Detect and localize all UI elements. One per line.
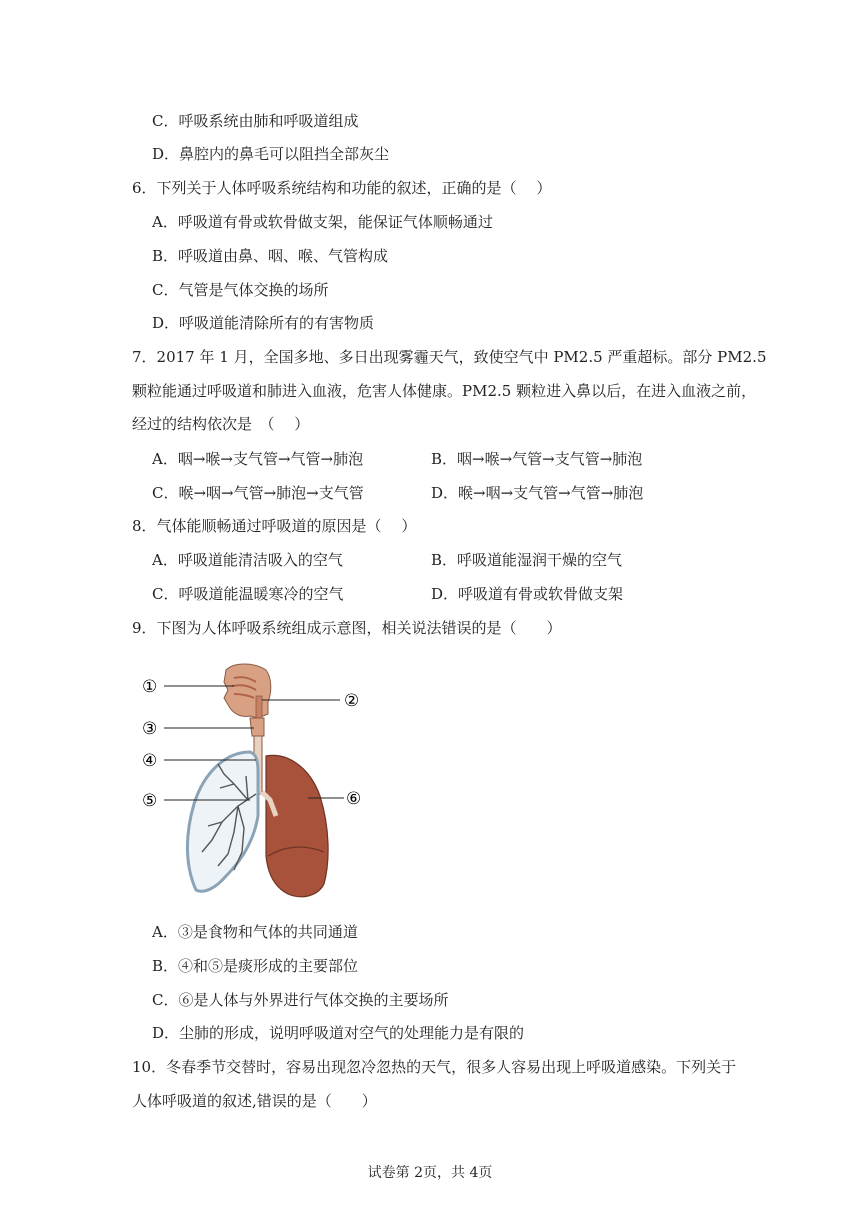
q8-stem: 8．气体能顺畅通过呼吸道的原因是（ ） xyxy=(132,517,417,535)
q7-stem-line2: 颗粒能通过呼吸道和肺进入血液，危害人体健康。PM2.5 颗粒进入鼻以后，在进入血液之前， xyxy=(132,382,757,400)
q5-option-c: C．呼吸系统由肺和呼吸道组成 xyxy=(152,112,359,130)
label-3: ③ xyxy=(142,719,158,739)
q10-stem-line1: 10．冬春季节交替时，容易出现忽冷忽热的天气，很多人容易出现上呼吸道感染。下列关于 xyxy=(132,1058,737,1076)
right-lung xyxy=(266,755,328,896)
q6-option-c: C．气管是气体交换的场所 xyxy=(152,281,329,299)
q7-option-c: C．喉→咽→气管→肺泡→支气管 xyxy=(152,484,364,502)
q6-option-d: D．呼吸道能清除所有的有害物质 xyxy=(152,314,375,332)
label-5: ⑤ xyxy=(142,791,158,811)
q7-option-d: D．喉→咽→支气管→气管→肺泡 xyxy=(431,484,644,502)
q10-stem-line2: 人体呼吸道的叙述,错误的是（ ） xyxy=(132,1092,377,1110)
q8-option-c: C．呼吸道能温暖寒冷的空气 xyxy=(152,585,344,603)
q7-stem-line1: 7．2017 年 1 月，全国多地、多日出现雾霾天气，致使空气中 PM2.5 严重超标。部分 PM2.5 xyxy=(132,348,767,366)
q9-option-d: D．尘肺的形成，说明呼吸道对空气的处理能力是有限的 xyxy=(152,1024,525,1042)
label-1: ① xyxy=(142,677,158,697)
label-2: ② xyxy=(344,691,360,711)
q6-option-a: A．呼吸道有骨或软骨做支架，能保证气体顺畅通过 xyxy=(152,213,493,231)
label-6: ⑥ xyxy=(346,789,362,809)
q6-option-b: B．呼吸道由鼻、咽、喉、气管构成 xyxy=(152,247,389,265)
q7-option-b: B．咽→喉→气管→支气管→肺泡 xyxy=(431,450,643,468)
respiratory-system-figure xyxy=(138,656,378,904)
head-nasal-cavity xyxy=(224,664,271,718)
q6-stem: 6．下列关于人体呼吸系统结构和功能的叙述，正确的是（ ） xyxy=(132,179,552,197)
q5-option-d: D．鼻腔内的鼻毛可以阻挡全部灰尘 xyxy=(152,145,390,163)
larynx xyxy=(250,718,264,736)
q8-option-b: B．呼吸道能湿润干燥的空气 xyxy=(431,551,623,569)
q8-option-d: D．呼吸道有骨或软骨做支架 xyxy=(431,585,624,603)
label-4: ④ xyxy=(142,751,158,771)
q9-option-b: B．④和⑤是痰形成的主要部位 xyxy=(152,957,359,975)
q9-option-a: A．③是食物和气体的共同通道 xyxy=(152,923,358,941)
q9-stem: 9．下图为人体呼吸系统组成示意图，相关说法错误的是（ ） xyxy=(132,619,562,637)
q8-option-a: A．呼吸道能清洁吸入的空气 xyxy=(152,551,343,569)
q9-option-c: C．⑥是人体与外界进行气体交换的主要场所 xyxy=(152,991,449,1009)
page-footer: 试卷第 2页，共 4页 xyxy=(367,1165,493,1181)
pharynx xyxy=(256,696,262,718)
q7-stem-line3: 经过的结构依次是 （ ） xyxy=(132,415,310,433)
q7-option-a: A．咽→喉→支气管→气管→肺泡 xyxy=(152,450,364,468)
